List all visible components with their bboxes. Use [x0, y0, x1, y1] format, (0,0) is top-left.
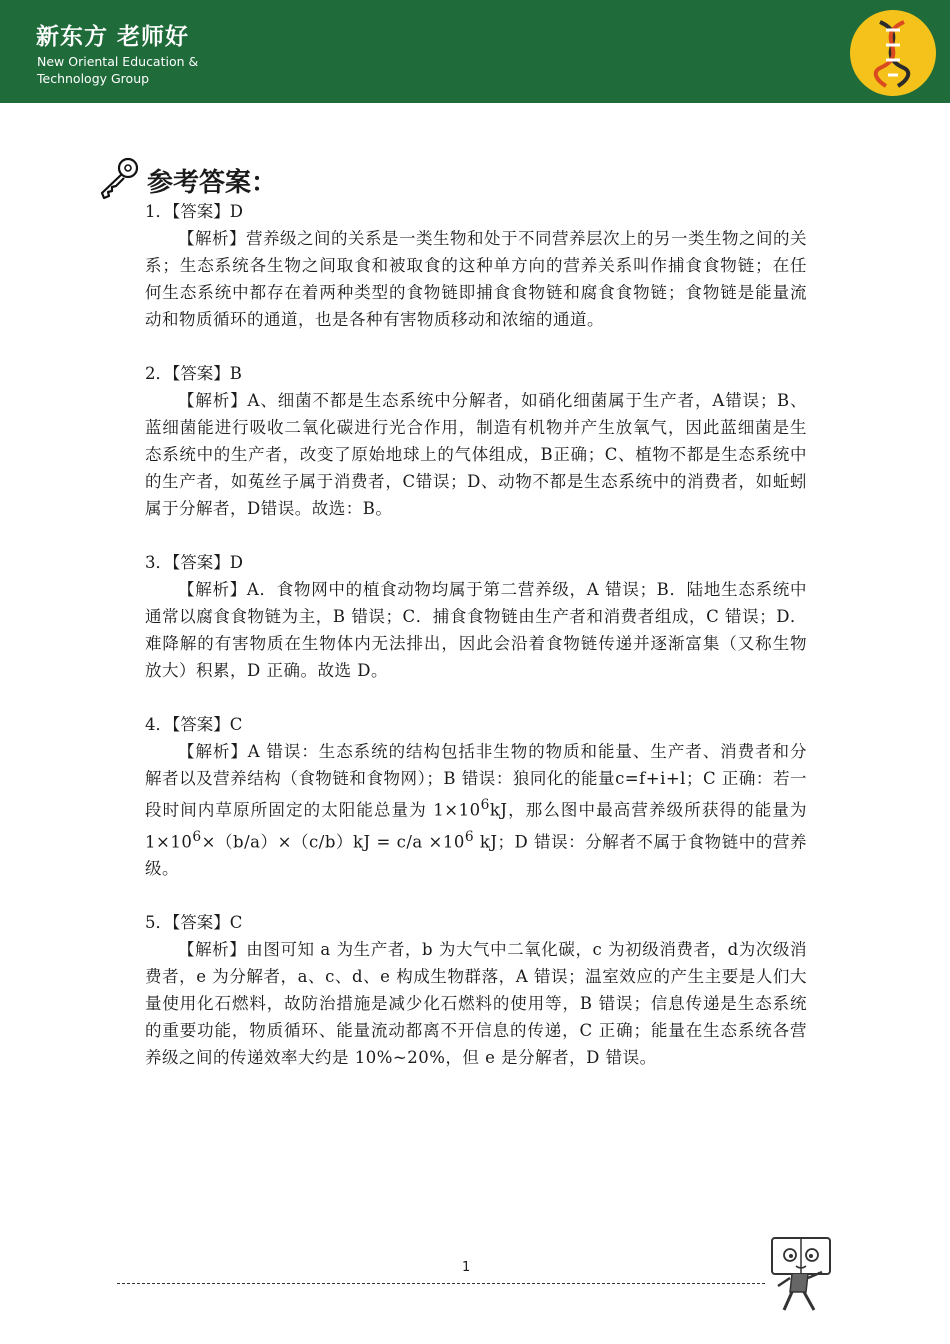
- brand-name-cn: 新东方 老师好: [36, 24, 190, 50]
- answer-line: 3．【答案】D: [145, 553, 243, 572]
- explanation-text: 【解析】营养级之间的关系是一类生物和处于不同营养层次上的另一类生物之间的关系；生态系统各生物之间取食和被取食的这种单方向的营养关系叫作捕食食物链；在任何生态系统中都存在着两种类型的食物链即捕食食物链和腐食食物链；食物链是能量流动和物质循环的通道，也是各种有害物质移动和浓缩的通道。: [145, 229, 807, 329]
- answer-line: 1．【答案】D: [145, 202, 243, 221]
- explanation-text: 【解析】由图可知 a 为生产者，b 为大气中二氧化碳，c 为初级消费者，d为次级消费者，e 为分解者，a、c、d、e 构成生物群落，A 错误；温室效应的产生主要是人们大量使用化石燃料，故防治措施是减少化石燃料的使用等，B 错误；信息传递是生态系统的重要功能，物质循环、能量流动都离不开信息的传递，C 正确；能量在生态系统各营养级之间的传递效率大约是 10%~20%，但 e 是分解者，D 错误。: [145, 940, 807, 1067]
- explanation-part: 【解析】A 错误：生态系统的结构包括非生物的物质和能量、生产者、消费者和分解者以及营养结构（食物链和食物网）；B 错误：狼同化的能量c=f+i+l；C 正确：若一段时间内草原所固定的太阳能总量为 1×10: [145, 742, 807, 820]
- exponent: 6: [464, 828, 475, 845]
- answer-item-2: [145, 360, 807, 522]
- section-title-text: 参考答案：: [147, 168, 278, 198]
- answer-line: 5．【答案】C: [145, 913, 243, 932]
- brand-name-en: [37, 53, 198, 87]
- exponent: 6: [192, 828, 202, 845]
- exponent: 6: [480, 797, 490, 813]
- answer-line: 4．【答案】C: [145, 715, 243, 734]
- answer-item-3: [145, 549, 807, 684]
- answer-list: [145, 198, 807, 1098]
- explanation-part: kJ，那么图中最高营养级所获得的能量为 1×10: [145, 800, 807, 851]
- brand-en-line2: Technology Group: [37, 71, 150, 86]
- page-header: [0, 0, 950, 103]
- dna-helix-icon: [850, 10, 936, 96]
- explanation-part: kJ；D 错误：分解者不属于食物链中的营养级。: [145, 832, 807, 878]
- explanation-part: ×（b/a）×（c/b）kJ = c/a ×10: [201, 832, 465, 851]
- answer-item-5: [145, 909, 807, 1071]
- page-number: 1: [462, 1260, 471, 1275]
- answer-item-4: [145, 711, 807, 882]
- brand-en-line1: New Oriental Education &: [37, 54, 199, 69]
- explanation-text: 【解析】A．食物网中的植食动物均属于第二营养级，A 错误；B．陆地生态系统中通常以腐食食物链为主，B 错误；C．捕食食物链由生产者和消费者组成，C 错误；D．难降解的有害物质在生物体内无法排出，因此会沿着食物链传递并逐渐富集（又称生物放大）积累，D 正确。故选 D。: [145, 580, 807, 680]
- explanation-text: 【解析】A、细菌不都是生态系统中分解者，如硝化细菌属于生产者，A错误；B、蓝细菌能进行吸收二氧化碳进行光合作用，制造有机物并产生放氧气，因此蓝细菌是生态系统中的生产者，改变了原始地球上的气体组成，B正确；C、植物不都是生态系统中的生产者，如菟丝子属于消费者，C错误；D、动物不都是生态系统中的消费者，如蚯蚓属于分解者，D错误。故选：B。: [145, 391, 807, 518]
- book-mascot-icon: [766, 1232, 836, 1322]
- answer-item-1: [145, 198, 807, 333]
- answer-line: 2．【答案】B: [145, 364, 242, 383]
- explanation-text: [145, 738, 807, 882]
- footer-divider: [117, 1283, 765, 1284]
- key-icon: [97, 155, 141, 205]
